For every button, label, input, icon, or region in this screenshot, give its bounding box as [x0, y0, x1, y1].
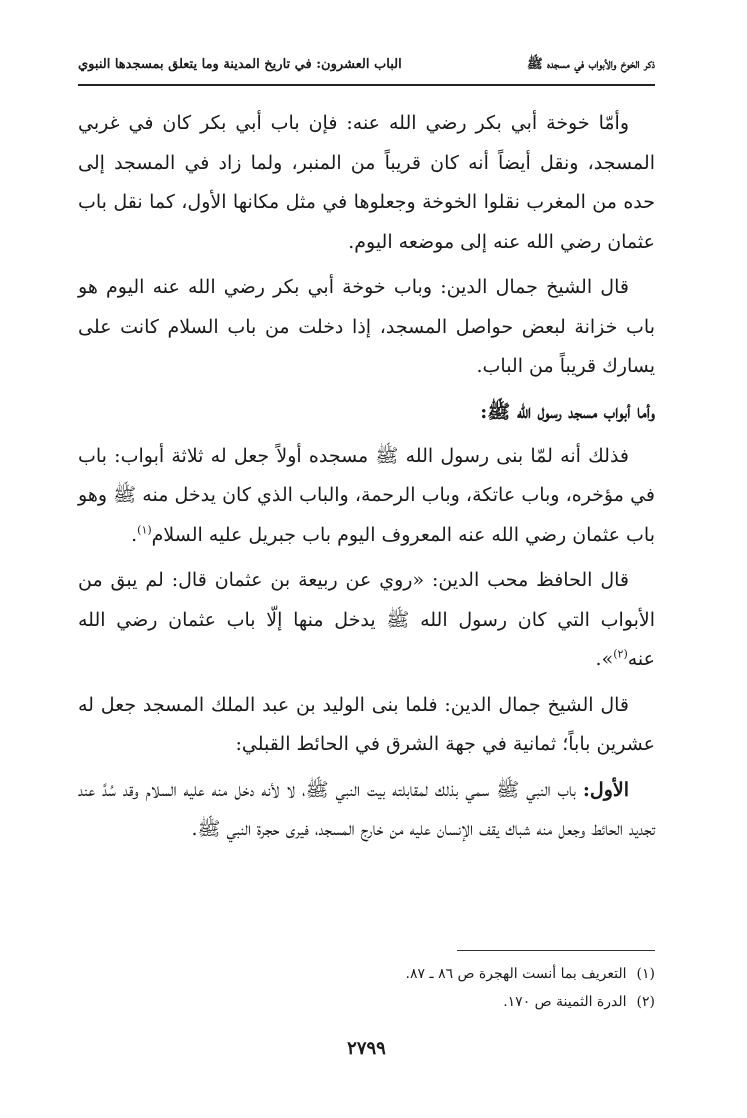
- paragraph-muhibb-al-din: [78, 561, 655, 680]
- header-chapter-title: ذكر الخوخ والأبواب في مسجده ﷺ: [526, 57, 655, 72]
- footnotes: [78, 960, 655, 1016]
- footnote-number: (٢): [636, 994, 655, 1010]
- paragraph-first-gate: [78, 771, 655, 850]
- paragraph-three-gates: [78, 437, 655, 556]
- footnote-divider: [457, 950, 655, 951]
- paragraph-lead: الأول:: [582, 778, 629, 801]
- paragraph-text: باب النبي ﷺ سمي بذلك لمقابلته بيت النبي ﷺ، لا لأنه دخل منه عليه السلام وقد سُدَّ عند تجديد الحائط وجعل منه شباك يقف الإنسان عليه من خارج المسجد، فيرى حجرة النبي ﷺ.: [78, 778, 655, 840]
- footnote-text: الدرة الثمينة ص ١٧٠.: [503, 994, 627, 1010]
- footnote-item: [78, 988, 655, 1016]
- paragraph-text: وأمّا خوخة أبي بكر رضي الله عنه: فإن باب أبي بكر كان في غربي المسجد، ونقل أيضاً أنه كان قريباً من المنبر، ولما زاد في المسجد إلى حده من المغرب نقلوا الخوخة وجعلوها في مثل مكانها الأول، كما نقل باب عثمان رضي الله عنه إلى موضعه اليوم.: [78, 112, 655, 253]
- book-page: [78, 0, 655, 1118]
- page-number: ٢٧٩٩: [347, 1038, 386, 1059]
- paragraph-tail: ».: [595, 648, 614, 670]
- paragraph-text: قال الشيخ جمال الدين: فلما بنى الوليد بن عبد الملك المسجد جعل له عشرين باباً؛ ثمانية في جهة الشرق في الحائط القبلي:: [78, 693, 655, 755]
- paragraph-khawkha-abu-bakr: [78, 104, 655, 262]
- paragraph-text: فذلك أنه لمّا بنى رسول الله ﷺ مسجده أولاً جعل له ثلاثة أبواب: باب في مؤخره، وباب عاتكة، وباب الرحمة، والباب الذي كان يدخل منه ﷺ وهو باب عثمان رضي الله عنه المعروف اليوم باب جبريل عليه السلام: [78, 444, 655, 546]
- footnote-number: (١): [636, 966, 655, 982]
- section-heading-gates: وأما أبواب مسجد رسول الله ﷺ:: [480, 400, 655, 423]
- running-header: [78, 52, 655, 78]
- paragraph-tail: .: [131, 523, 138, 546]
- paragraph-jamal-al-din-1: [78, 268, 655, 387]
- footnote-ref-1[interactable]: (١): [137, 523, 152, 537]
- footnote-ref-2[interactable]: (٢): [613, 647, 628, 661]
- header-book-section: الباب العشرون: في تاريخ المدينة وما يتعلق بمسجدها النبوي: [78, 57, 402, 72]
- footnote-text: التعريف بما أنست الهجرة ص ٨٦ ـ ٨٧.: [405, 966, 627, 982]
- paragraph-jamal-al-din-2: [78, 686, 655, 765]
- footnote-item: [78, 960, 655, 988]
- header-divider: [78, 84, 655, 86]
- main-text: [78, 104, 655, 856]
- paragraph-text: قال الحافظ محب الدين: «روي عن ربيعة بن عثمان قال: لم يبق من الأبواب التي كان رسول الله ﷺ يدخل منها إلّا باب عثمان رضي الله عنه: [78, 569, 655, 670]
- paragraph-text: قال الشيخ جمال الدين: وباب خوخة أبي بكر رضي الله عنه اليوم هو باب خزانة لبعض حواصل المسجد، إذا دخلت من باب السلام كانت على يسارك قريباً من الباب.: [78, 276, 655, 377]
